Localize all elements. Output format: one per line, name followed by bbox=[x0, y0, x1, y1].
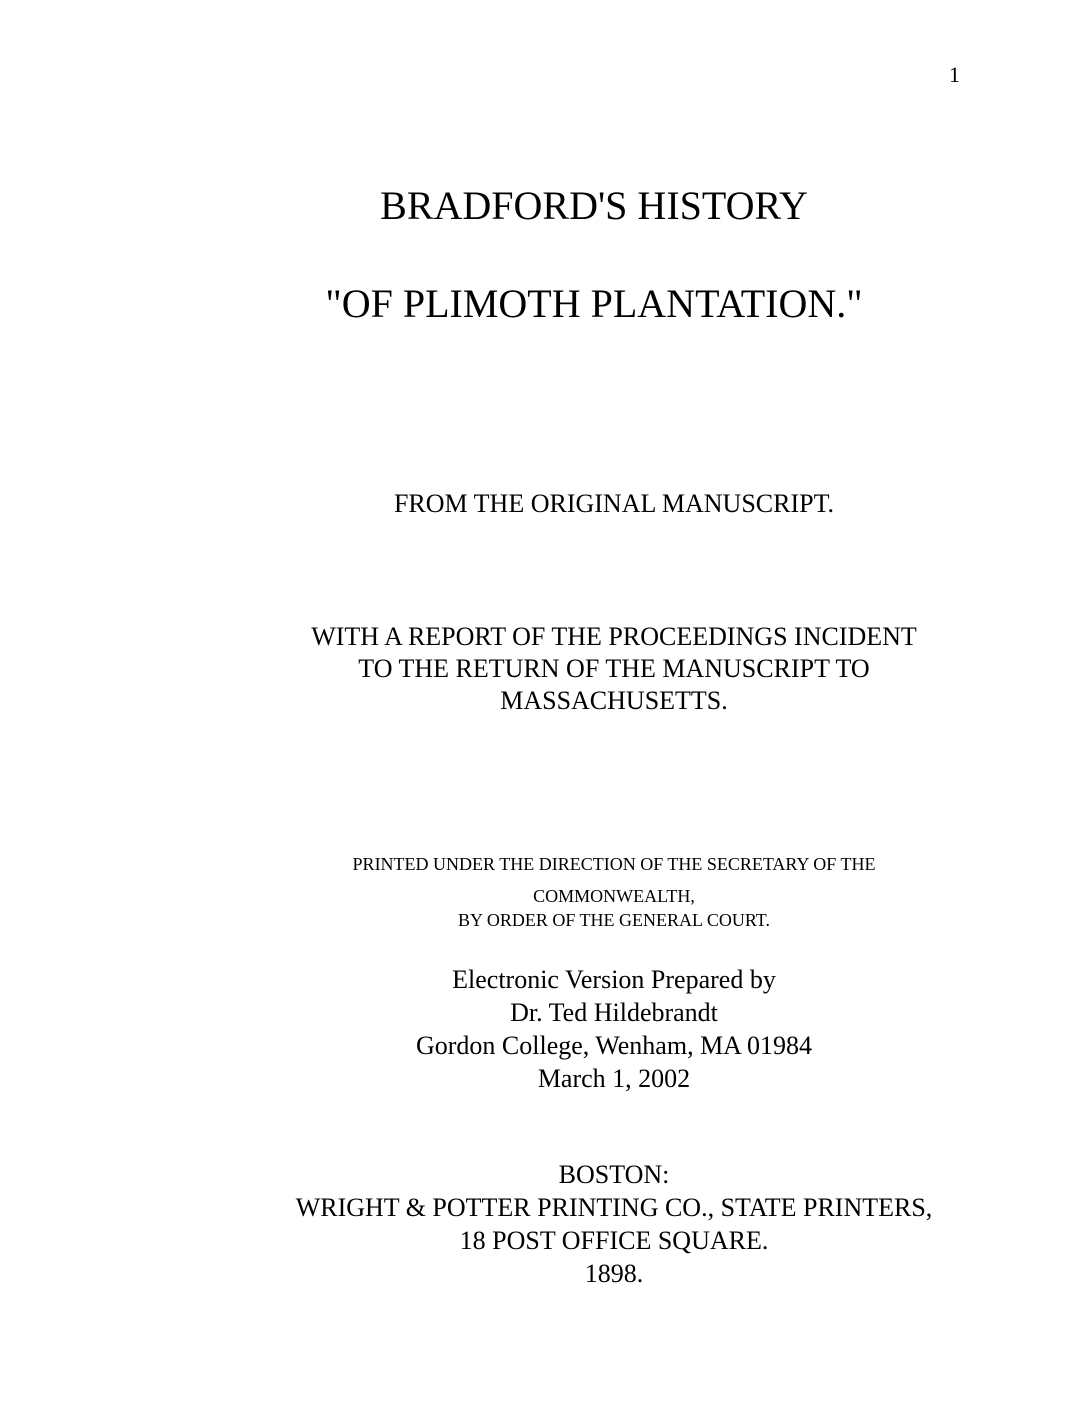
report-note-line-3: MASSACHUSETTS. bbox=[500, 686, 728, 715]
printing-note-line-1: PRINTED UNDER THE DIRECTION OF THE SECRETARY OF THE bbox=[352, 854, 876, 874]
publisher-name: WRIGHT & POTTER PRINTING CO., STATE PRINTERS, bbox=[295, 1193, 933, 1222]
electronic-version-line-1: Electronic Version Prepared by bbox=[452, 965, 776, 994]
electronic-version-institution: Gordon College, Wenham, MA 01984 bbox=[415, 1031, 813, 1060]
publisher-imprint bbox=[70, 1158, 1088, 1290]
document-subtitle-quoted: "OF PLIMOTH PLANTATION." bbox=[325, 281, 863, 326]
publisher-city: BOSTON: bbox=[558, 1160, 670, 1189]
title-block-line-1 bbox=[50, 183, 1088, 228]
title-block-line-2 bbox=[50, 281, 1088, 326]
page-number: 1 bbox=[949, 62, 960, 87]
source-note bbox=[70, 491, 1088, 517]
electronic-version-date: March 1, 2002 bbox=[537, 1064, 691, 1093]
report-note-line-2: TO THE RETURN OF THE MANUSCRIPT TO bbox=[358, 654, 870, 683]
electronic-version-author: Dr. Ted Hildebrandt bbox=[510, 998, 718, 1027]
electronic-version-note bbox=[70, 963, 1088, 1095]
printing-note-line-2: COMMONWEALTH, bbox=[533, 886, 695, 906]
source-note-text: FROM THE ORIGINAL MANUSCRIPT. bbox=[393, 489, 835, 518]
report-note-line-1: WITH A REPORT OF THE PROCEEDINGS INCIDENT bbox=[311, 622, 917, 651]
report-note bbox=[70, 621, 1088, 717]
publication-year: 1898. bbox=[584, 1259, 644, 1288]
document-title: BRADFORD'S HISTORY bbox=[380, 183, 808, 228]
printing-note bbox=[70, 850, 1088, 930]
printing-note-line-3: BY ORDER OF THE GENERAL COURT. bbox=[458, 910, 770, 930]
publisher-address: 18 POST OFFICE SQUARE. bbox=[459, 1226, 769, 1255]
